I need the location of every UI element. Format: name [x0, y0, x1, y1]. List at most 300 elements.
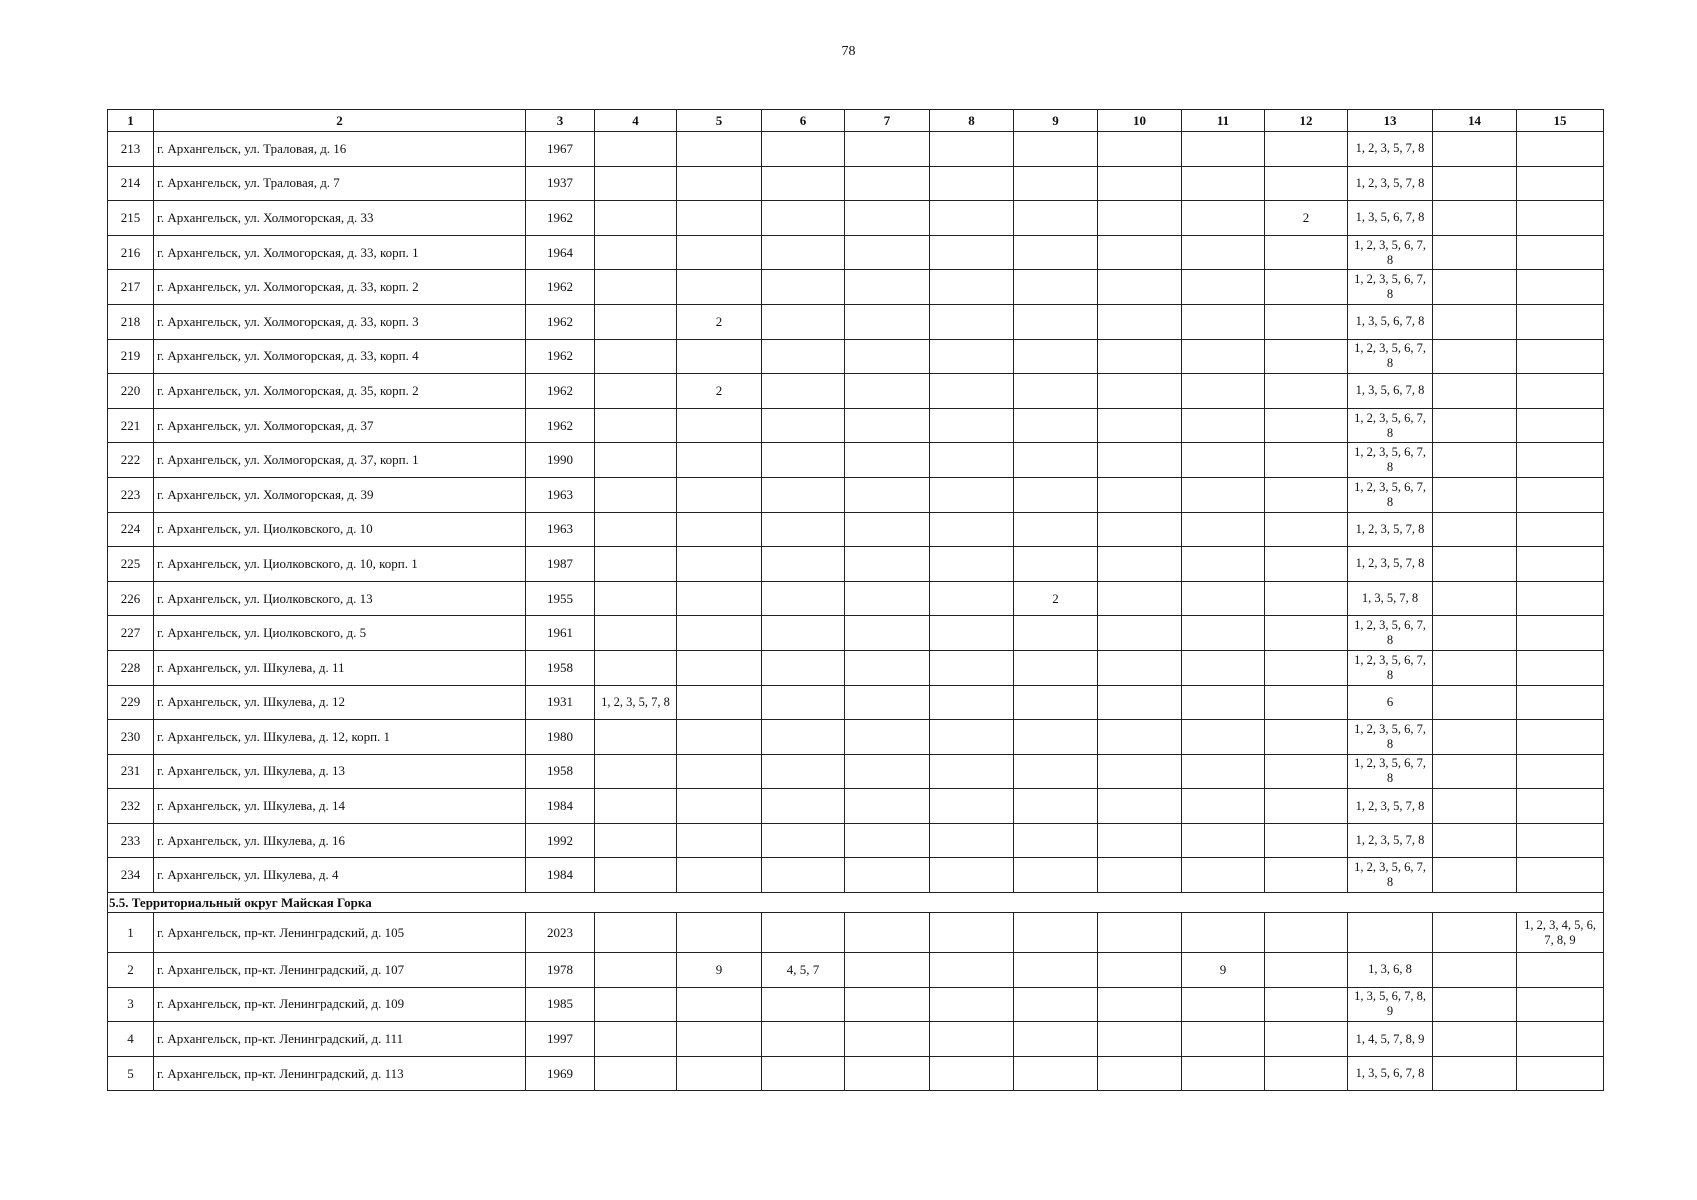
- table-row: [108, 166, 1604, 201]
- cell-col-7: [845, 201, 930, 236]
- table-row: [108, 650, 1604, 685]
- cell-col-8: [930, 408, 1014, 443]
- year-cell: 1969: [526, 1056, 595, 1091]
- cell-col-8: [930, 1022, 1014, 1057]
- column-header-6: 6: [762, 110, 845, 132]
- cell-col-9: [1014, 823, 1098, 858]
- cell-col-14: [1433, 339, 1517, 374]
- cell-col-5: [677, 581, 762, 616]
- cell-col-14: [1433, 166, 1517, 201]
- cell-col-12: [1265, 616, 1348, 651]
- year-cell: 1931: [526, 685, 595, 720]
- cell-col-15: [1517, 823, 1604, 858]
- table-row: [108, 913, 1604, 953]
- cell-col-14: [1433, 1056, 1517, 1091]
- table-row: [108, 953, 1604, 988]
- cell-col-13: 1, 4, 5, 7, 8, 9: [1348, 1022, 1433, 1057]
- year-cell: 2023: [526, 913, 595, 953]
- cell-col-10: [1098, 858, 1182, 893]
- cell-col-4: [595, 304, 677, 339]
- cell-col-15: [1517, 720, 1604, 755]
- cell-col-15: [1517, 547, 1604, 582]
- cell-col-9: [1014, 270, 1098, 305]
- cell-col-12: [1265, 987, 1348, 1022]
- cell-col-8: [930, 616, 1014, 651]
- row-number-cell: 214: [108, 166, 154, 201]
- cell-col-10: [1098, 374, 1182, 409]
- cell-col-6: [762, 650, 845, 685]
- cell-col-14: [1433, 953, 1517, 988]
- cell-col-7: [845, 270, 930, 305]
- cell-col-12: [1265, 132, 1348, 167]
- address-cell: г. Архангельск, пр-кт. Ленинградский, д. 109: [154, 987, 526, 1022]
- cell-col-4: [595, 477, 677, 512]
- cell-col-7: [845, 339, 930, 374]
- address-cell: г. Архангельск, ул. Шкулева, д. 11: [154, 650, 526, 685]
- cell-col-12: [1265, 270, 1348, 305]
- cell-col-6: [762, 823, 845, 858]
- cell-col-13: 1, 3, 5, 7, 8: [1348, 581, 1433, 616]
- cell-col-10: [1098, 339, 1182, 374]
- column-header-12: 12: [1265, 110, 1348, 132]
- year-cell: 1958: [526, 754, 595, 789]
- cell-col-4: [595, 789, 677, 824]
- row-number-cell: 4: [108, 1022, 154, 1057]
- year-cell: 1997: [526, 1022, 595, 1057]
- cell-col-5: [677, 132, 762, 167]
- cell-col-14: [1433, 270, 1517, 305]
- cell-col-13: 1, 2, 3, 5, 6, 7, 8: [1348, 235, 1433, 270]
- cell-col-5: [677, 512, 762, 547]
- address-cell: г. Архангельск, ул. Циолковского, д. 10: [154, 512, 526, 547]
- cell-col-15: [1517, 1022, 1604, 1057]
- cell-col-11: [1182, 987, 1265, 1022]
- cell-col-12: [1265, 1022, 1348, 1057]
- cell-col-10: [1098, 132, 1182, 167]
- cell-col-15: [1517, 304, 1604, 339]
- year-cell: 1990: [526, 443, 595, 478]
- cell-col-12: [1265, 858, 1348, 893]
- cell-col-7: [845, 858, 930, 893]
- cell-col-6: [762, 987, 845, 1022]
- cell-col-8: [930, 201, 1014, 236]
- cell-col-13: 1, 3, 5, 6, 7, 8: [1348, 1056, 1433, 1091]
- cell-col-9: [1014, 650, 1098, 685]
- cell-col-12: [1265, 754, 1348, 789]
- table-row: [108, 339, 1604, 374]
- cell-col-14: [1433, 374, 1517, 409]
- cell-col-7: [845, 477, 930, 512]
- cell-col-9: 2: [1014, 581, 1098, 616]
- table-row: [108, 408, 1604, 443]
- cell-col-13: 1, 2, 3, 5, 6, 7, 8: [1348, 754, 1433, 789]
- year-cell: 1958: [526, 650, 595, 685]
- cell-col-6: [762, 235, 845, 270]
- cell-col-4: [595, 408, 677, 443]
- address-cell: г. Архангельск, ул. Шкулева, д. 12: [154, 685, 526, 720]
- cell-col-8: [930, 374, 1014, 409]
- row-number-cell: 213: [108, 132, 154, 167]
- table-row: [108, 201, 1604, 236]
- cell-col-13: 1, 2, 3, 5, 7, 8: [1348, 823, 1433, 858]
- cell-col-11: [1182, 270, 1265, 305]
- cell-col-12: 2: [1265, 201, 1348, 236]
- cell-col-11: 9: [1182, 953, 1265, 988]
- row-number-cell: 229: [108, 685, 154, 720]
- cell-col-9: [1014, 477, 1098, 512]
- cell-col-4: [595, 823, 677, 858]
- cell-col-7: [845, 650, 930, 685]
- cell-col-10: [1098, 616, 1182, 651]
- cell-col-14: [1433, 304, 1517, 339]
- cell-col-12: [1265, 913, 1348, 953]
- cell-col-10: [1098, 1056, 1182, 1091]
- cell-col-10: [1098, 685, 1182, 720]
- row-number-cell: 232: [108, 789, 154, 824]
- address-cell: г. Архангельск, ул. Холмогорская, д. 33: [154, 201, 526, 236]
- year-cell: 1962: [526, 270, 595, 305]
- cell-col-5: 2: [677, 304, 762, 339]
- cell-col-8: [930, 823, 1014, 858]
- cell-col-15: [1517, 166, 1604, 201]
- cell-col-13: 1, 2, 3, 5, 7, 8: [1348, 132, 1433, 167]
- cell-col-7: [845, 913, 930, 953]
- cell-col-7: [845, 443, 930, 478]
- cell-col-9: [1014, 512, 1098, 547]
- cell-col-4: [595, 987, 677, 1022]
- cell-col-7: [845, 408, 930, 443]
- cell-col-12: [1265, 477, 1348, 512]
- cell-col-15: [1517, 270, 1604, 305]
- cell-col-9: [1014, 987, 1098, 1022]
- cell-col-7: [845, 685, 930, 720]
- cell-col-6: [762, 166, 845, 201]
- cell-col-8: [930, 685, 1014, 720]
- cell-col-11: [1182, 720, 1265, 755]
- cell-col-5: 2: [677, 374, 762, 409]
- cell-col-9: [1014, 1056, 1098, 1091]
- row-number-cell: 234: [108, 858, 154, 893]
- cell-col-9: [1014, 953, 1098, 988]
- row-number-cell: 217: [108, 270, 154, 305]
- row-number-cell: 224: [108, 512, 154, 547]
- year-cell: 1984: [526, 858, 595, 893]
- cell-col-7: [845, 616, 930, 651]
- cell-col-14: [1433, 235, 1517, 270]
- table-row: [108, 235, 1604, 270]
- cell-col-15: [1517, 374, 1604, 409]
- cell-col-12: [1265, 166, 1348, 201]
- cell-col-6: [762, 913, 845, 953]
- cell-col-5: [677, 1056, 762, 1091]
- cell-col-6: [762, 858, 845, 893]
- year-cell: 1962: [526, 304, 595, 339]
- row-number-cell: 218: [108, 304, 154, 339]
- cell-col-12: [1265, 685, 1348, 720]
- cell-col-5: [677, 443, 762, 478]
- cell-col-4: [595, 443, 677, 478]
- row-number-cell: 3: [108, 987, 154, 1022]
- cell-col-8: [930, 858, 1014, 893]
- cell-col-14: [1433, 754, 1517, 789]
- cell-col-13: 1, 3, 5, 6, 7, 8: [1348, 201, 1433, 236]
- cell-col-4: [595, 132, 677, 167]
- cell-col-14: [1433, 408, 1517, 443]
- address-cell: г. Архангельск, ул. Шкулева, д. 13: [154, 754, 526, 789]
- cell-col-8: [930, 650, 1014, 685]
- table-row: [108, 720, 1604, 755]
- cell-col-12: [1265, 1056, 1348, 1091]
- cell-col-4: [595, 201, 677, 236]
- cell-col-13: 1, 2, 3, 5, 6, 7, 8: [1348, 408, 1433, 443]
- address-cell: г. Архангельск, ул. Холмогорская, д. 33, корп. 3: [154, 304, 526, 339]
- cell-col-11: [1182, 477, 1265, 512]
- cell-col-7: [845, 754, 930, 789]
- cell-col-6: [762, 1022, 845, 1057]
- cell-col-12: [1265, 581, 1348, 616]
- cell-col-12: [1265, 339, 1348, 374]
- table-row: [108, 132, 1604, 167]
- address-cell: г. Архангельск, ул. Циолковского, д. 10, корп. 1: [154, 547, 526, 582]
- cell-col-4: 1, 2, 3, 5, 7, 8: [595, 685, 677, 720]
- row-number-cell: 223: [108, 477, 154, 512]
- row-number-cell: 221: [108, 408, 154, 443]
- cell-col-13: 6: [1348, 685, 1433, 720]
- cell-col-10: [1098, 512, 1182, 547]
- cell-col-10: [1098, 270, 1182, 305]
- cell-col-11: [1182, 443, 1265, 478]
- cell-col-6: [762, 789, 845, 824]
- cell-col-15: [1517, 443, 1604, 478]
- cell-col-9: [1014, 408, 1098, 443]
- cell-col-6: [762, 270, 845, 305]
- table-row: [108, 547, 1604, 582]
- row-number-cell: 228: [108, 650, 154, 685]
- cell-col-5: [677, 858, 762, 893]
- cell-col-12: [1265, 650, 1348, 685]
- cell-col-15: [1517, 512, 1604, 547]
- cell-col-10: [1098, 443, 1182, 478]
- cell-col-8: [930, 132, 1014, 167]
- cell-col-5: [677, 270, 762, 305]
- table-row: [108, 823, 1604, 858]
- cell-col-9: [1014, 201, 1098, 236]
- cell-col-8: [930, 789, 1014, 824]
- cell-col-14: [1433, 443, 1517, 478]
- address-cell: г. Архангельск, ул. Холмогорская, д. 37, корп. 1: [154, 443, 526, 478]
- column-header-14: 14: [1433, 110, 1517, 132]
- cell-col-15: [1517, 581, 1604, 616]
- cell-col-4: [595, 616, 677, 651]
- year-cell: 1962: [526, 374, 595, 409]
- year-cell: 1984: [526, 789, 595, 824]
- cell-col-6: [762, 616, 845, 651]
- cell-col-14: [1433, 720, 1517, 755]
- cell-col-12: [1265, 374, 1348, 409]
- address-cell: г. Архангельск, ул. Траловая, д. 16: [154, 132, 526, 167]
- row-number-cell: 5: [108, 1056, 154, 1091]
- cell-col-6: [762, 408, 845, 443]
- table-row: [108, 443, 1604, 478]
- cell-col-11: [1182, 858, 1265, 893]
- cell-col-8: [930, 581, 1014, 616]
- year-cell: 1964: [526, 235, 595, 270]
- cell-col-7: [845, 581, 930, 616]
- cell-col-10: [1098, 408, 1182, 443]
- cell-col-7: [845, 304, 930, 339]
- address-cell: г. Архангельск, ул. Холмогорская, д. 35, корп. 2: [154, 374, 526, 409]
- cell-col-11: [1182, 201, 1265, 236]
- address-cell: г. Архангельск, ул. Траловая, д. 7: [154, 166, 526, 201]
- cell-col-13: 1, 3, 5, 6, 7, 8: [1348, 304, 1433, 339]
- address-cell: г. Архангельск, ул. Холмогорская, д. 37: [154, 408, 526, 443]
- year-cell: 1992: [526, 823, 595, 858]
- table-row: [108, 789, 1604, 824]
- cell-col-7: [845, 132, 930, 167]
- year-cell: 1978: [526, 953, 595, 988]
- cell-col-8: [930, 304, 1014, 339]
- table-row: [108, 754, 1604, 789]
- cell-col-15: [1517, 987, 1604, 1022]
- cell-col-8: [930, 443, 1014, 478]
- cell-col-13: 1, 2, 3, 5, 7, 8: [1348, 512, 1433, 547]
- cell-col-11: [1182, 685, 1265, 720]
- cell-col-4: [595, 754, 677, 789]
- cell-col-6: [762, 685, 845, 720]
- year-cell: 1962: [526, 339, 595, 374]
- cell-col-10: [1098, 304, 1182, 339]
- column-header-13: 13: [1348, 110, 1433, 132]
- cell-col-9: [1014, 913, 1098, 953]
- housing-register-table: [107, 109, 1604, 1091]
- cell-col-8: [930, 1056, 1014, 1091]
- cell-col-13: [1348, 913, 1433, 953]
- cell-col-11: [1182, 339, 1265, 374]
- cell-col-15: 1, 2, 3, 4, 5, 6, 7, 8, 9: [1517, 913, 1604, 953]
- cell-col-6: [762, 754, 845, 789]
- cell-col-8: [930, 953, 1014, 988]
- cell-col-6: [762, 443, 845, 478]
- cell-col-5: [677, 235, 762, 270]
- cell-col-6: [762, 581, 845, 616]
- cell-col-5: 9: [677, 953, 762, 988]
- page-number: 78: [841, 44, 856, 59]
- row-number-cell: 215: [108, 201, 154, 236]
- cell-col-7: [845, 547, 930, 582]
- cell-col-4: [595, 339, 677, 374]
- column-header-10: 10: [1098, 110, 1182, 132]
- cell-col-4: [595, 650, 677, 685]
- cell-col-5: [677, 720, 762, 755]
- cell-col-9: [1014, 547, 1098, 582]
- cell-col-9: [1014, 685, 1098, 720]
- cell-col-14: [1433, 581, 1517, 616]
- year-cell: 1962: [526, 201, 595, 236]
- section-title: 5.5. Территориальный округ Майская Горка: [108, 893, 1604, 913]
- table-row: [108, 477, 1604, 512]
- cell-col-7: [845, 953, 930, 988]
- row-number-cell: 233: [108, 823, 154, 858]
- cell-col-14: [1433, 823, 1517, 858]
- cell-col-8: [930, 547, 1014, 582]
- cell-col-9: [1014, 235, 1098, 270]
- cell-col-10: [1098, 789, 1182, 824]
- address-cell: г. Архангельск, пр-кт. Ленинградский, д. 113: [154, 1056, 526, 1091]
- cell-col-6: [762, 132, 845, 167]
- cell-col-15: [1517, 339, 1604, 374]
- cell-col-15: [1517, 858, 1604, 893]
- row-number-cell: 219: [108, 339, 154, 374]
- cell-col-5: [677, 1022, 762, 1057]
- row-number-cell: 1: [108, 913, 154, 953]
- address-cell: г. Архангельск, ул. Циолковского, д. 13: [154, 581, 526, 616]
- cell-col-8: [930, 477, 1014, 512]
- cell-col-14: [1433, 201, 1517, 236]
- cell-col-12: [1265, 720, 1348, 755]
- cell-col-14: [1433, 685, 1517, 720]
- cell-col-13: 1, 3, 5, 6, 7, 8: [1348, 374, 1433, 409]
- cell-col-7: [845, 1022, 930, 1057]
- cell-col-11: [1182, 304, 1265, 339]
- table-row: [108, 512, 1604, 547]
- cell-col-9: [1014, 166, 1098, 201]
- cell-col-9: [1014, 374, 1098, 409]
- cell-col-4: [595, 581, 677, 616]
- cell-col-14: [1433, 1022, 1517, 1057]
- table-row: [108, 270, 1604, 305]
- address-cell: г. Архангельск, ул. Холмогорская, д. 33, корп. 1: [154, 235, 526, 270]
- cell-col-14: [1433, 789, 1517, 824]
- cell-col-10: [1098, 547, 1182, 582]
- cell-col-5: [677, 477, 762, 512]
- cell-col-14: [1433, 477, 1517, 512]
- cell-col-4: [595, 374, 677, 409]
- cell-col-7: [845, 720, 930, 755]
- cell-col-14: [1433, 987, 1517, 1022]
- cell-col-15: [1517, 477, 1604, 512]
- cell-col-13: 1, 3, 5, 6, 7, 8, 9: [1348, 987, 1433, 1022]
- cell-col-8: [930, 720, 1014, 755]
- cell-col-6: [762, 512, 845, 547]
- column-header-8: 8: [930, 110, 1014, 132]
- cell-col-4: [595, 512, 677, 547]
- cell-col-8: [930, 754, 1014, 789]
- table-body: [108, 132, 1604, 1091]
- column-header-9: 9: [1014, 110, 1098, 132]
- cell-col-11: [1182, 913, 1265, 953]
- cell-col-12: [1265, 304, 1348, 339]
- table-row: [108, 1056, 1604, 1091]
- address-cell: г. Архангельск, ул. Шкулева, д. 12, корп. 1: [154, 720, 526, 755]
- cell-col-9: [1014, 339, 1098, 374]
- cell-col-4: [595, 235, 677, 270]
- cell-col-11: [1182, 650, 1265, 685]
- cell-col-15: [1517, 201, 1604, 236]
- table-row: [108, 304, 1604, 339]
- column-header-3: 3: [526, 110, 595, 132]
- year-cell: 1963: [526, 477, 595, 512]
- cell-col-13: 1, 2, 3, 5, 6, 7, 8: [1348, 270, 1433, 305]
- cell-col-7: [845, 512, 930, 547]
- cell-col-9: [1014, 720, 1098, 755]
- cell-col-5: [677, 823, 762, 858]
- header-row: [108, 110, 1604, 132]
- cell-col-13: 1, 2, 3, 5, 6, 7, 8: [1348, 443, 1433, 478]
- cell-col-11: [1182, 166, 1265, 201]
- column-header-2: 2: [154, 110, 526, 132]
- table-row: [108, 1022, 1604, 1057]
- cell-col-15: [1517, 953, 1604, 988]
